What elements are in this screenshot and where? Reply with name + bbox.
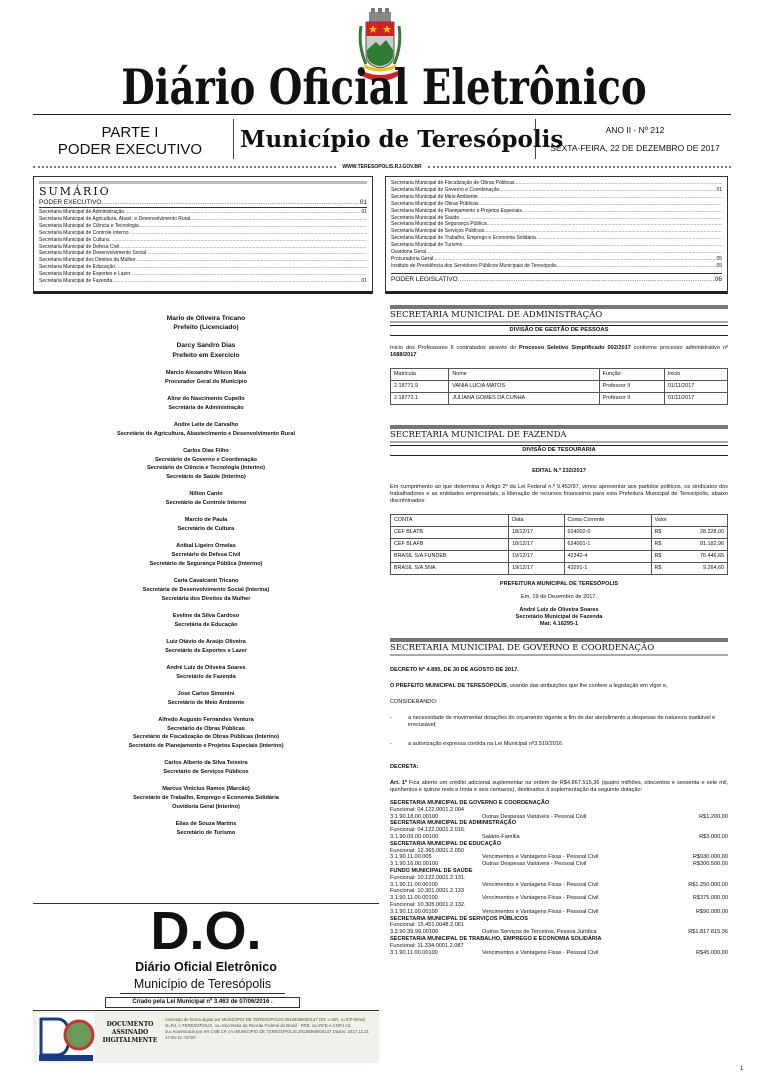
do-title: Diário Oficial Eletrônico — [135, 960, 277, 974]
official-entry — [28, 612, 384, 630]
website-link[interactable]: WWW.TERESOPOLIS.RJ.GOV.BR — [342, 164, 422, 170]
summary-item[interactable] — [39, 209, 367, 216]
leader-dots — [514, 180, 722, 187]
dash: - — [390, 715, 392, 721]
account-code: 3.1.90.11.00.00100 — [390, 881, 438, 888]
leader-dots — [499, 187, 716, 194]
account-code: 3.1.90.11.00.00100 — [390, 949, 438, 956]
summary-item[interactable] — [391, 256, 722, 263]
dotacao-heading: SECRETARIA MUNICIPAL DE TRABALHO, EMPREGO E ECONOMIA SOLIDÁRIA — [390, 935, 602, 942]
table-cell: 01/11/2017 — [664, 381, 727, 393]
official-name: Alfredo Augusto Fernandes Ventura — [158, 716, 254, 723]
official-role: Secretário de Defesa Civil — [171, 552, 241, 559]
part-label — [40, 124, 220, 158]
official-role: Ouvidoria Geral (Interino) — [172, 803, 240, 810]
table-cell: R$ — [651, 539, 667, 551]
table-cell: Professor II — [599, 393, 664, 405]
label: PODER EXECUTIVO — [39, 199, 102, 206]
section-heading-fazenda: SECRETARIA MUNICIPAL DE FAZENDA — [390, 425, 728, 443]
account-value: R$300.500,00 — [692, 861, 728, 868]
leader-dots — [426, 249, 722, 256]
summary-item[interactable] — [391, 263, 722, 270]
label: Secretaria Municipal de Serviços Públicos — [391, 228, 485, 235]
dotted-rule — [428, 166, 731, 168]
funcional: Funcional: 04.122.0001.2.004 — [390, 806, 465, 813]
account-value: R$45.000,00 — [695, 949, 728, 956]
summary-title: SUMÁRIO — [39, 181, 367, 198]
official-name: Anibal Ligeiro Ornelas — [176, 543, 236, 550]
division-heading: DIVISÃO DE TESOURARIA — [390, 445, 728, 456]
official-role: Secretária dos Direitos da Mulher — [161, 595, 251, 602]
label: Secretaria Municipal de Governo e Coordenação — [391, 186, 500, 193]
summary-item[interactable] — [39, 250, 367, 257]
label: Secretaria Municipal de Controle Interno — [39, 229, 129, 236]
leader-dots — [136, 257, 367, 264]
leader-dots — [484, 228, 722, 235]
leader-dots — [522, 208, 722, 215]
table-cell: 624001-1 — [564, 539, 651, 551]
leader-dots — [115, 264, 367, 271]
official-entry — [28, 314, 384, 332]
table-cell: 76.446,65 — [667, 551, 727, 563]
leader-dots — [130, 271, 367, 278]
funcional: Funcional: 10.301.0001.2.133 — [390, 888, 465, 895]
table-row — [391, 527, 728, 539]
account-code: 3.1.90.11.00.005 — [390, 854, 432, 861]
signature-details: Assinado de forma digital por MUNICIPIO DE TERESOPOLIS:29138369000147 DN: c=BR, o=ICP-Brasil, st=RJ, l=TERESOPOLIS, ou=Secretaria da Receita Federal do Brasil - RFB, ou=RFB e-CNPJ A3, ou=Autenticado por AR CNB CF, cn=MUNICIPIO DE TERESOPOLIS:29138369000147 Dados: 2017.12.21 17:55:12 -02'00' — [165, 1017, 369, 1040]
label: Secretaria Municipal de Esportes e Lazer — [39, 271, 131, 278]
page: 01 — [716, 186, 722, 193]
official-entry — [28, 516, 384, 534]
official-entry — [28, 716, 384, 751]
official-role: Secretário de Fazenda — [176, 673, 236, 680]
summary-item[interactable] — [39, 223, 367, 230]
table-cell: JULIANA GOMES DA CUNHA — [449, 393, 599, 405]
admin-intro — [390, 345, 728, 359]
header-cell: Matricula — [391, 369, 449, 381]
account-desc: Vencimentos e Vantagens Fixas - Pessoal Civil — [482, 908, 599, 915]
dotted-rule — [33, 166, 336, 168]
page: 01 — [361, 278, 367, 285]
label: Secretaria Municipal de Saúde — [391, 214, 460, 221]
divider — [535, 119, 536, 159]
label: Secretaria Municipal dos Direitos da Mulher — [39, 257, 136, 264]
table-cell: 42342-4 — [564, 551, 651, 563]
table-cell: Professor II — [599, 381, 664, 393]
do-municipality: Município de Teresópolis — [120, 976, 285, 994]
official-role: Secretário de Meio Ambiente — [167, 699, 245, 706]
summary-item[interactable] — [39, 230, 367, 237]
official-role: Secretário de Planejamento e Projetos Especiais (Interino) — [128, 743, 284, 750]
text: Art. 1º — [390, 780, 407, 786]
header-cell: Função — [599, 369, 664, 381]
table-cell: 18/12/17 — [509, 527, 564, 539]
dotacao-heading: FUNDO MUNICIPAL DE SAÚDE — [390, 867, 473, 874]
funcional: Funcional: 11.334.0001.2.087 — [390, 942, 464, 949]
funcional: Funcional: 10.122.0001.2.131. — [390, 874, 466, 881]
official-role: Procurador Geral do Município — [164, 378, 248, 385]
summary-item[interactable] — [391, 208, 722, 215]
newspaper-title: Diário Oficial Eletrônico — [121, 58, 647, 116]
main-content — [390, 305, 728, 956]
account-desc: Outros Serviços de Terceiros, Pessoa Jurídica — [482, 929, 597, 936]
table-cell: VANIA LUCIA MATOS — [449, 381, 599, 393]
list-item — [390, 715, 728, 729]
parte: PARTE I — [101, 124, 159, 141]
official-entry — [28, 542, 384, 568]
leader-dots — [462, 242, 722, 249]
funcional: Funcional: 04.122.0001.2.016. — [390, 827, 466, 834]
leader-dots — [536, 235, 722, 242]
leader-dots — [190, 216, 367, 223]
table-cell: 01/11/2017 — [664, 393, 727, 405]
account-value: R$90.000,00 — [695, 908, 728, 915]
official-name: Darcy Sandro Dias — [176, 342, 236, 350]
official-entry — [28, 490, 384, 508]
summary-item[interactable] — [39, 264, 367, 271]
account-desc: Vencimentos e Vantagens Fixas - Pessoal Civil — [482, 949, 599, 956]
table-cell: CEF BLAFB — [391, 539, 509, 551]
table-cell: BRASIL S/A FUNDEB — [391, 551, 509, 563]
table-cell: 19/12/17 — [509, 551, 564, 563]
official-role: Secretário de Agricultura, Abastecimento e Desenvolvimento Rural — [116, 430, 296, 437]
dotacao-list — [390, 800, 728, 956]
poder: PODER EXECUTIVO — [57, 141, 203, 158]
leader-dots — [557, 263, 717, 270]
header-cell: Inicio — [664, 369, 727, 381]
table-cell: 2.18771.9 — [391, 381, 449, 393]
official-entry — [28, 447, 384, 482]
official-name: Carlos Dias Filho — [183, 447, 229, 454]
leader-dots — [124, 209, 361, 216]
considerando: CONSIDERANDO: — [390, 699, 438, 705]
summary-item[interactable] — [391, 242, 722, 249]
website-bar — [33, 163, 731, 171]
edital-text: Em cumprimento ao que determina o Artigo 2º da Lei Federal n.º 9.452/97, vimos apresentar aos partidos politicos, os sindicatos dos trabalhadores e as entidades empresariais, a liberação de recursos financeiros para esta Prefeitura Municipal de Teresópolis, abaixo discriminados: — [390, 484, 728, 504]
official-role: Secretário de Trabalho, Emprego e Economia Solidária — [133, 795, 279, 802]
summary-left — [33, 176, 373, 294]
official-entry — [28, 785, 384, 811]
section-heading-governo: SECRETARIA MUNICIPAL DE GOVERNO E COORDENAÇÃO — [390, 638, 728, 656]
label: Secretaria Municipal de Defesa Civil — [39, 243, 120, 250]
summary-item[interactable] — [391, 249, 722, 256]
table-cell: 2.18772.1 — [391, 393, 449, 405]
table-header — [391, 515, 728, 527]
table-cell: R$ — [651, 551, 667, 563]
page: 05 — [716, 262, 722, 269]
summary-item[interactable] — [39, 216, 367, 223]
official-role: Secretário de Segurança Pública (Interino) — [149, 560, 263, 567]
label: Secretaria Municipal de Ciência e Tecnologia — [39, 222, 139, 229]
summary-item[interactable] — [391, 221, 722, 228]
header-cell: Nome — [449, 369, 599, 381]
label: Secretaria Municipal de Agricultura, Abast. e Desenvolvimento Rural — [39, 215, 191, 222]
page: 01 — [361, 209, 367, 215]
officials-list — [28, 314, 384, 846]
official-role: Secretário de Saúde (Interino) — [166, 474, 246, 481]
table-row — [391, 551, 728, 563]
fazenda-table — [390, 514, 728, 575]
dotacao-heading: SECRETARIA MUNICIPAL DE ADMINISTRAÇÃO — [390, 820, 517, 827]
label: Secretaria Municipal de Obras Públicas — [391, 200, 479, 207]
label: Instituto de Previdência dos Servidores Públicos Municipais de Teresópolis — [391, 262, 557, 269]
account-desc: Salário-Família — [482, 833, 520, 840]
digital-signature-block — [33, 1010, 379, 1063]
table-cell: 19/12/17 — [509, 563, 564, 575]
summary-right — [385, 176, 728, 294]
label: PODER LEGISLATIVO — [391, 275, 458, 283]
account-code: 3.1.90.09.00.00100 — [390, 833, 439, 840]
label: Secretaria Municipal de Desenvolvimento Social — [39, 250, 146, 257]
header-cell: Data — [509, 515, 564, 527]
official-name: Marcus Vinicius Ramos (Marcão) — [162, 786, 250, 793]
official-role: Prefeito (Licenciado) — [173, 324, 239, 332]
summary-item[interactable] — [39, 257, 367, 264]
official-entry — [28, 759, 384, 777]
label: Secretaria Municipal de Administração — [39, 209, 125, 215]
text: 1688/2017 — [390, 352, 417, 358]
official-role: Secretária de Desenvolvimento Social (Interina) — [142, 586, 270, 593]
account-code: 3.1.90.18.00.00100 — [390, 813, 439, 820]
official-name: André Luiz de Oliveira Soares — [166, 664, 246, 671]
account-desc: Vencimentos e Vantagens Fixas - Pessoal Civil — [482, 895, 599, 902]
account-desc: Vencimentos e Vantagens Fixas - Pessoal Civil — [482, 881, 599, 888]
table-cell: R$ — [651, 527, 667, 539]
dash: - — [390, 741, 392, 747]
municipality-name: Município de Teresópolis — [240, 126, 564, 153]
official-role: Secretário de Ciência e Tecnologia (Interino) — [146, 465, 265, 472]
label: Secretaria Municipal de Cultura — [39, 236, 109, 243]
official-entry — [28, 638, 384, 656]
official-role: Secretário de Cultura — [177, 526, 235, 533]
table-cell: CEF BLATB — [391, 527, 509, 539]
leader-dots — [109, 237, 367, 244]
account-desc: Outras Despesas Variáveis - Pessoal Civil — [482, 861, 587, 868]
label: Secretaria Municipal de Educação — [39, 264, 115, 271]
header-cell: Valor — [651, 515, 727, 527]
table-cell: R$ — [651, 563, 667, 575]
list-item — [390, 741, 728, 748]
leader-dots — [119, 244, 367, 251]
text: a necessidade de movimentar dotações do orçamento vigente a fim de dar atendimento a despesas de natureza inadiável e irrecusável; — [408, 715, 716, 728]
decree-title: DECRETO Nº 4.895, DE 30 DE AGOSTO DE 2017. — [390, 667, 519, 673]
official-role: Secretário de Obras Públicas — [167, 725, 245, 732]
leader-dots — [112, 278, 361, 285]
account-desc: Vencimentos e Vantagens Fixas - Pessoal Civil — [482, 854, 599, 861]
text: Mat: 4.16295-1 — [539, 621, 579, 627]
summary-item[interactable] — [391, 228, 722, 235]
label: Secretaria Municipal de Segurança Pública — [391, 221, 487, 228]
official-role: Prefeito em Exercicio — [172, 351, 240, 359]
leader-dots — [458, 275, 715, 284]
section-heading-administracao: SECRETARIA MUNICIPAL DE ADMINISTRAÇÃO — [390, 305, 728, 323]
summary-item[interactable] — [39, 237, 367, 244]
header-cell: Conta Corrente — [564, 515, 651, 527]
summary-item-poder-executivo[interactable] — [39, 198, 367, 208]
text: Secretário Municipal de Fazenda — [515, 614, 603, 620]
official-name: Aline do Nascimento Cupello — [167, 395, 245, 402]
table-row — [391, 563, 728, 575]
funcional: Funcional: 12.365.0001.2.050 — [390, 847, 465, 854]
summary-item[interactable] — [391, 194, 722, 201]
table-cell: 624002-0 — [564, 527, 651, 539]
do-logo: D.O. — [150, 901, 262, 961]
official-entry — [28, 577, 384, 603]
account-value: R$930.000,00 — [692, 854, 728, 861]
leader-dots — [487, 221, 722, 228]
label: Secretaria Municipal de Fiscalização de Obras Públicas — [391, 180, 515, 186]
account-code: 3.1.90.11.00.00100 — [390, 908, 438, 915]
table-cell: 43291-1 — [564, 563, 651, 575]
table-header — [391, 369, 728, 381]
decree-preamble — [390, 683, 728, 690]
text: , usando das atribuições que lhe confere a legislação em vigor e, — [506, 683, 668, 689]
account-value: R$1.250.000,00 — [688, 881, 728, 888]
label: Procuradoria Geral — [391, 255, 434, 262]
do-law: Criado pela Lei Municipal nº 3.463 de 07/06/2016 . — [105, 997, 300, 1008]
table-cell: 81.182,96 — [667, 539, 727, 551]
funcional: Funcional: 15.451.0048.2.061 — [390, 922, 465, 929]
label: Secretaria Municipal de Turismo — [391, 242, 463, 249]
official-name: Elias de Souza Martins — [175, 821, 237, 828]
page: 05 — [716, 255, 722, 262]
edital-title: EDITAL N.º 232/2017 — [532, 468, 586, 474]
text: a autorização expressa contida na Lei Municipal nº3.510/2016. — [408, 741, 564, 747]
official-role: Secretário de Esportes e Lazer — [165, 647, 247, 654]
account-value: R$3.000,00 — [699, 833, 728, 840]
text: André Luiz de Oliveira Soares — [519, 607, 599, 613]
official-role: Secretária de Administração — [168, 404, 244, 411]
page: 01 — [359, 199, 367, 206]
funcional: Funcional: 10.305.0001.2.132. — [390, 901, 466, 908]
dotacao-heading: SECRETARIA MUNICIPAL DE EDUCAÇÃO — [390, 840, 502, 847]
digital-signature-logo — [35, 1011, 97, 1063]
text: Processo Seletivo Simplificado 002/2017 — [518, 345, 631, 351]
summary-item[interactable] — [391, 235, 722, 242]
text: conforme processo administrativo nº — [630, 345, 728, 351]
account-value: R$1.817.815,36 — [688, 929, 728, 936]
official-name: Carla Cavalcanti Tricano — [173, 578, 239, 585]
official-role: Secretário de Fiscalização de Obras Públicas (Interino) — [132, 734, 280, 741]
edition-number: ANO II - Nº 212 — [605, 125, 665, 135]
leader-dots — [478, 194, 722, 201]
official-name: Eveline da Silva Cardoso — [172, 612, 240, 619]
table-row — [391, 393, 728, 405]
official-entry — [28, 690, 384, 708]
account-code: 3.1.90.16.00.00100 — [390, 861, 439, 868]
official-role: Secretário de Serviços Públicos — [163, 769, 249, 776]
account-value: R$375.000,00 — [692, 895, 728, 902]
label: Secretaria Municipal de Planejamento e Projetos Especiais — [391, 207, 522, 214]
summary-item-poder-legislativo[interactable] — [391, 273, 722, 284]
official-entry — [28, 664, 384, 682]
account-code: 3.1.90.11.00.00100 — [390, 895, 438, 902]
official-entry — [28, 820, 384, 838]
official-name: José Carlos Simonini — [177, 690, 235, 697]
leader-dots — [139, 223, 367, 230]
official-name: Carlos Alberto da Silva Teixeira — [164, 760, 248, 767]
summary-item[interactable] — [391, 187, 722, 194]
official-role: Secretária de Educação — [174, 621, 238, 628]
summary-item[interactable] — [391, 201, 722, 208]
table-row — [391, 381, 728, 393]
divider — [233, 119, 234, 159]
summary-item[interactable] — [39, 271, 367, 278]
leader-dots — [101, 198, 359, 207]
summary-item[interactable] — [39, 244, 367, 251]
official-name: Nilton Canto — [189, 491, 223, 498]
official-name: Andre Leite de Carvalho — [173, 421, 239, 428]
header-divider — [33, 114, 731, 115]
official-entry — [28, 395, 384, 413]
table-row — [391, 539, 728, 551]
leader-dots — [129, 230, 368, 237]
summary-list — [39, 209, 367, 285]
division-heading: DIVISÃO DE GESTÃO DE PESSOAS — [390, 325, 728, 336]
official-role: Secretário de Governo e Coordenação — [155, 456, 257, 463]
decreta: DECRETA: — [390, 764, 419, 770]
label: Ouvidoria Geral — [391, 249, 427, 256]
dotacao-heading: SECRETARIA MUNICIPAL DE SERVIÇOS PÚBLICOS — [390, 915, 528, 922]
label: Secretaria Municipal de Fazenda — [39, 278, 113, 285]
label: Secretaria Municipal de Trabalho, Emprego e Economia Solidária — [391, 235, 536, 242]
official-name: Marcio de Paula — [184, 517, 228, 524]
official-name: Mario de Oliveira Tricano — [166, 315, 246, 322]
official-entry — [28, 421, 384, 439]
page: 06 — [714, 275, 722, 283]
summary-list — [391, 180, 722, 270]
header-cell: CONTA — [391, 515, 509, 527]
official-name: Luiz Otávio de Araújo Oliveira — [166, 638, 246, 645]
leader-dots — [433, 256, 716, 263]
text: Fica aberto um crédito adicional suplementar na ordem de R$4.867.515,36 (quatro milhões, oitocentos e sessenta e sete mil, quinhentos e quinze reais e trinta e seis centavos), destinados à suplementação da seguinte dotação: — [390, 780, 728, 793]
table-cell: 28.328,00 — [667, 527, 727, 539]
text: Inicio dos Professores II contratados através do — [390, 345, 519, 351]
signer — [390, 607, 728, 628]
account-code: 3.3.90.39.99.00100 — [390, 929, 439, 936]
article-1 — [390, 780, 728, 794]
summary-item[interactable] — [391, 180, 722, 187]
text: O PREFEITO MUNICIPAL DE TERESÓPOLIS — [390, 683, 507, 689]
table-cell: 9.264,60 — [667, 563, 727, 575]
label: Secretaria Municipal de Meio Ambiente — [391, 193, 478, 200]
official-role: Secretário de Controle Interno — [165, 500, 247, 507]
signature-date: Em, 19 de Dezembro de 2017. — [520, 594, 598, 600]
leader-dots — [479, 201, 722, 208]
official-name: Marcio Alexandre Wilson Maia — [165, 369, 247, 376]
leader-dots — [146, 250, 367, 257]
account-desc: Outras Despesas Variáveis - Pessoal Civil — [482, 813, 587, 820]
summary-item[interactable] — [39, 278, 367, 285]
prefeitura-label: PREFEITURA MUNICIPAL DE TERESÓPOLIS — [499, 581, 619, 587]
account-value: R$1.200,00 — [699, 813, 728, 820]
edition-date: SEXTA-FEIRA, 22 DE DEZEMBRO DE 2017 — [550, 143, 720, 153]
admin-table — [390, 368, 728, 405]
table-cell: BRASIL S/A SNA — [391, 563, 509, 575]
summary-item[interactable] — [391, 215, 722, 222]
dotacao-heading: SECRETARIA MUNICIPAL DE GOVERNO E COORDENAÇÃO — [390, 800, 550, 806]
official-entry — [28, 341, 384, 359]
signed-label: DOCUMENTO ASSINADO DIGITALMENTE — [102, 1021, 158, 1044]
official-entry — [28, 369, 384, 387]
leader-dots — [459, 215, 722, 222]
official-role: Secretário de Turismo — [176, 829, 236, 836]
page-number: 1 — [740, 1066, 744, 1072]
table-cell: 18/12/17 — [509, 539, 564, 551]
